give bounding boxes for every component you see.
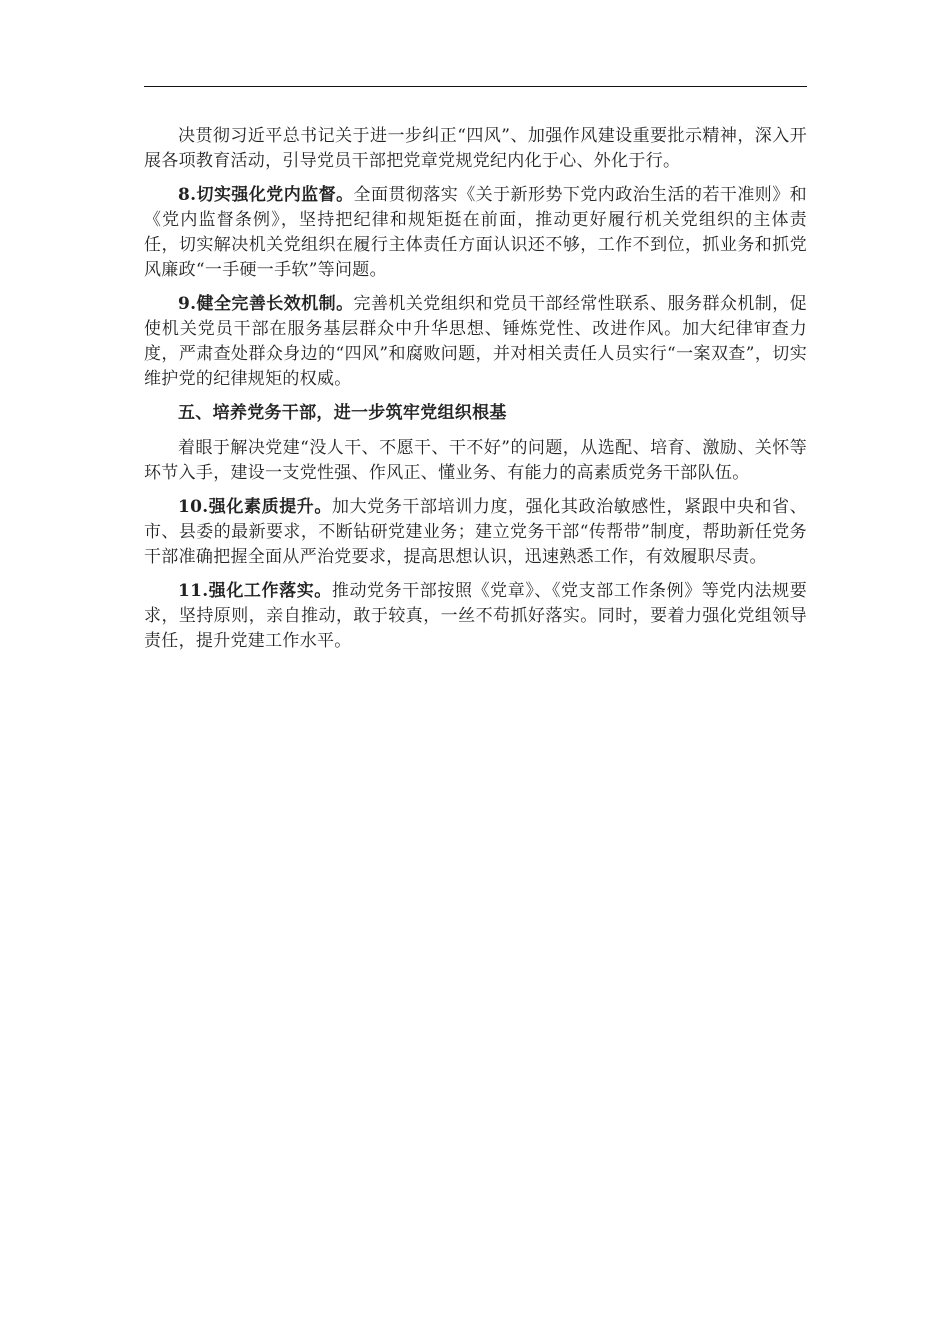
paragraph-item-8: [144, 183, 807, 283]
paragraph-lead: 8.切实强化党内监督。: [178, 185, 354, 205]
paragraph-text: 完善机关党组织和党员干部经常性联系、服务群众机制，促使机关党员干部在服务基层群众中升华思想、锤炼党性、改进作风。加大纪律审查力度，严肃查处群众身边的“四风”和腐败问题，并对相关责任人员实行“一案双查”，切实维护党的纪律规矩的权威。: [144, 294, 807, 389]
paragraph-item-9: [144, 292, 807, 392]
document-body: [144, 124, 807, 663]
paragraph-text: 决贯彻习近平总书记关于进一步纠正“四风”、加强作风建设重要批示精神，深入开展各项教育活动，引导党员干部把党章党规党纪内化于心、外化于行。: [144, 126, 807, 171]
paragraph-text: 全面贯彻落实《关于新形势下党内政治生活的若干准则》和《党内监督条例》，坚持把纪律和规矩挺在前面，推动更好履行机关党组织的主体责任，切实解决机关党组织在履行主体责任方面认识还不够，工作不到位，抓业务和抓党风廉政“一手硬一手软”等问题。: [144, 185, 807, 280]
paragraph-item-10: [144, 495, 807, 570]
paragraph-text: 推动党务干部按照《党章》、《党支部工作条例》等党内法规要求，坚持原则，亲自推动，敢于较真，一丝不苟抓好落实。同时，要着力强化党组领导责任，提升党建工作水平。: [144, 581, 807, 651]
paragraph-item-11: [144, 579, 807, 654]
paragraph-lead: 9.健全完善长效机制。: [178, 294, 354, 314]
paragraph-text: 着眼于解决党建“没人干、不愿干、干不好”的问题，从选配、培育、激励、关怀等环节入手，建设一支党性强、作风正、懂业务、有能力的高素质党务干部队伍。: [144, 438, 807, 483]
paragraph-text: 加大党务干部培训力度，强化其政治敏感性，紧跟中央和省、市、县委的最新要求，不断钻研党建业务；建立党务干部“传帮带”制度，帮助新任党务干部准确把握全面从严治党要求，提高思想认识，迅速熟悉工作，有效履职尽责。: [144, 497, 808, 567]
paragraph-section-intro: [144, 436, 807, 486]
paragraph-lead: 11.强化工作落实。: [178, 581, 332, 601]
paragraph-intro: [144, 124, 807, 174]
header-rule: [144, 86, 807, 87]
paragraph-lead: 10.强化素质提升。: [178, 497, 333, 517]
section-heading: 五、培养党务干部，进一步筑牢党组织根基: [178, 403, 507, 423]
